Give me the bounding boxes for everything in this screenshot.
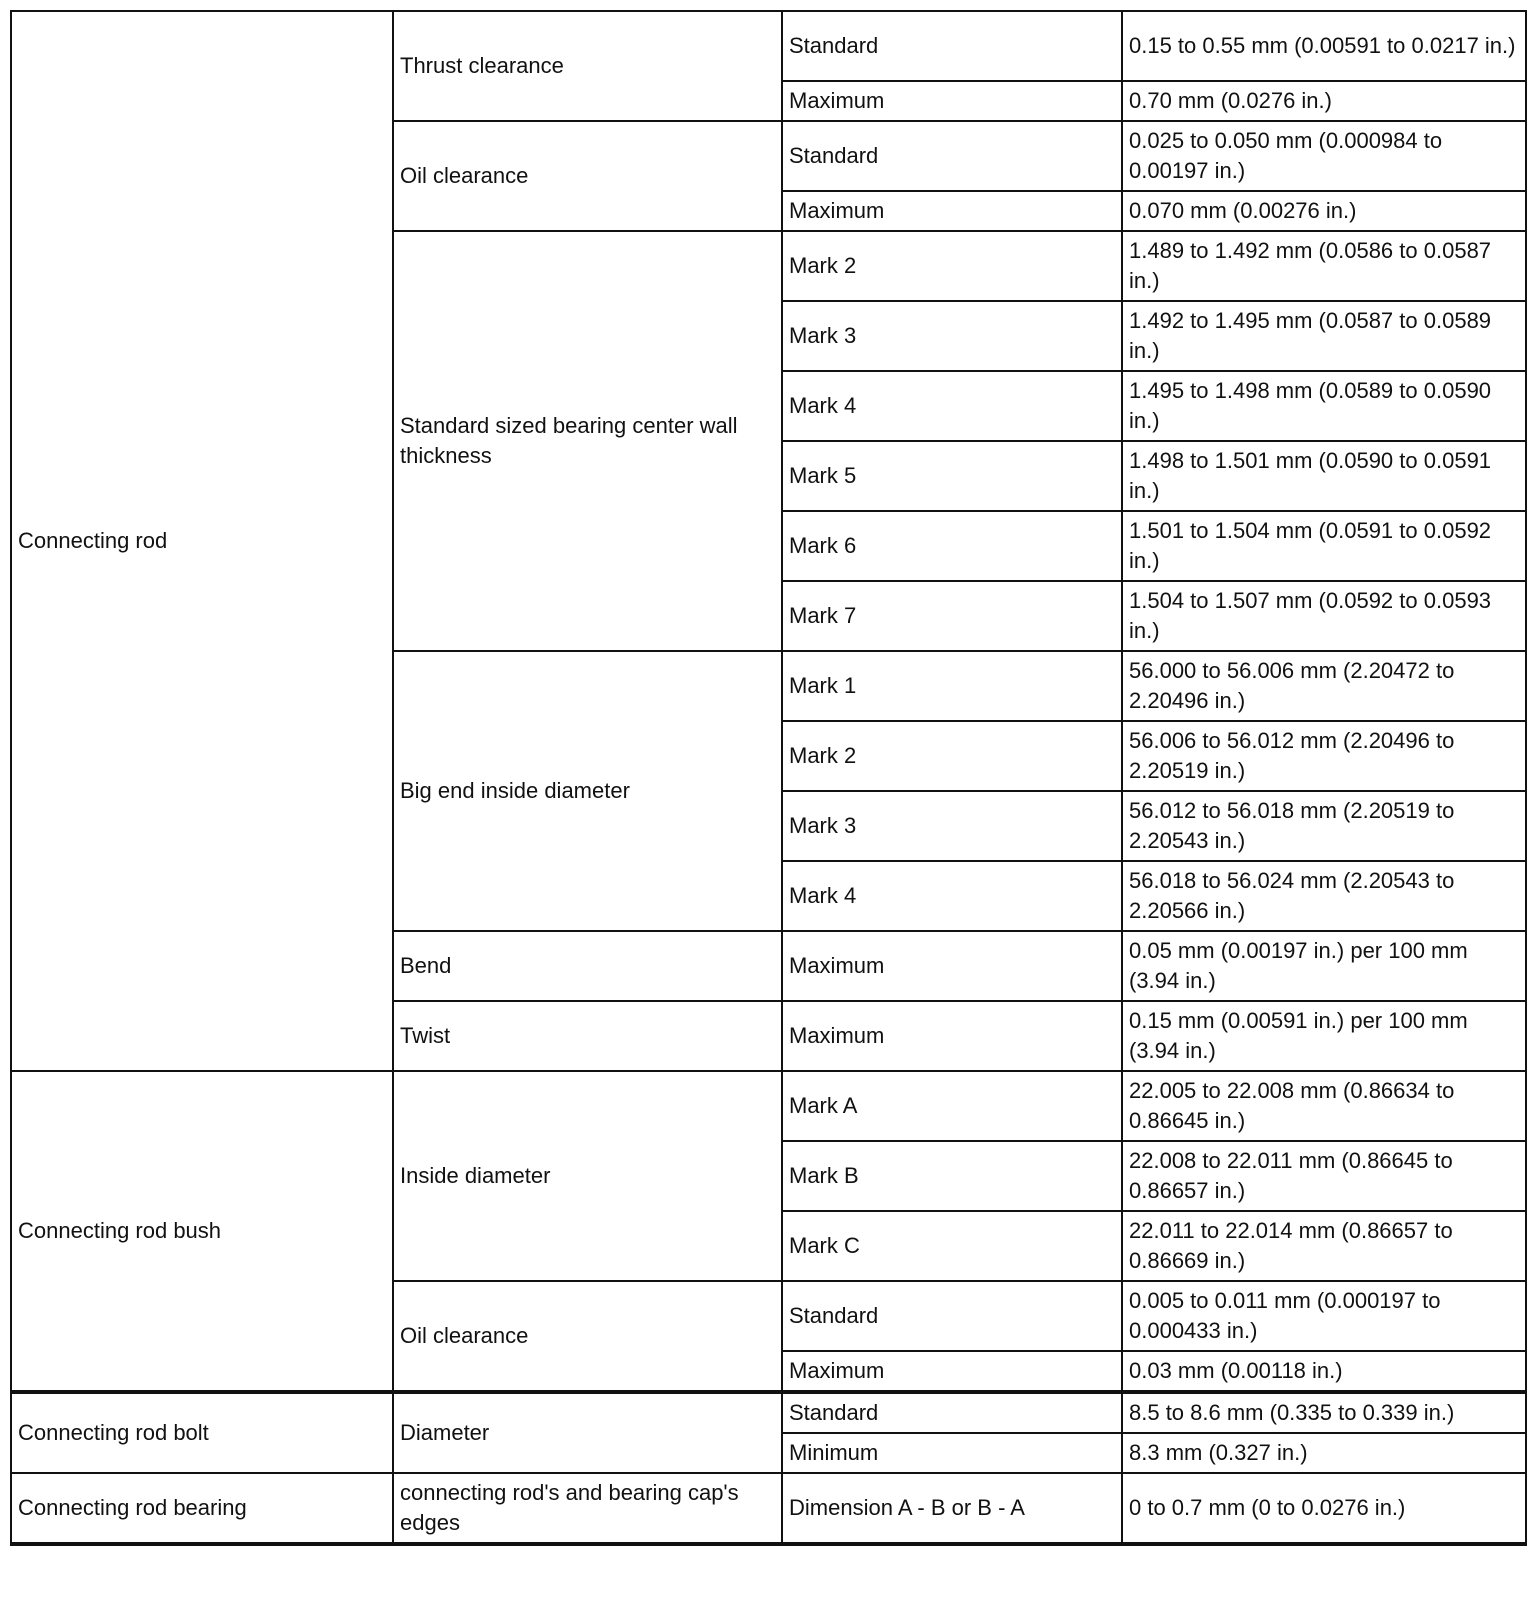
specification-table (10, 10, 1527, 1546)
condition-cell: Mark 3 (782, 301, 1122, 371)
condition-cell: Mark 1 (782, 651, 1122, 721)
item-cell: Inside diameter (393, 1071, 782, 1281)
component-cell: Connecting rod (11, 11, 393, 1071)
item-cell: Big end inside diameter (393, 651, 782, 931)
value-cell: 1.504 to 1.507 mm (0.0592 to 0.0593 in.) (1122, 581, 1526, 651)
condition-cell: Standard (782, 1281, 1122, 1351)
condition-cell: Mark 4 (782, 861, 1122, 931)
group-connecting-rod-bush (11, 1071, 1526, 1392)
table-row (11, 1392, 1526, 1433)
condition-cell: Maximum (782, 931, 1122, 1001)
value-cell: 0.70 mm (0.0276 in.) (1122, 81, 1526, 121)
condition-cell: Mark 6 (782, 511, 1122, 581)
component-cell: Connecting rod bolt (11, 1392, 393, 1473)
item-cell: Standard sized bearing center wall thickness (393, 231, 782, 651)
value-cell: 0.005 to 0.011 mm (0.000197 to 0.000433 in.) (1122, 1281, 1526, 1351)
value-cell: 0 to 0.7 mm (0 to 0.0276 in.) (1122, 1473, 1526, 1544)
group-connecting-rod-bolt (11, 1392, 1526, 1473)
value-cell: 1.492 to 1.495 mm (0.0587 to 0.0589 in.) (1122, 301, 1526, 371)
condition-cell: Mark 3 (782, 791, 1122, 861)
condition-cell: Standard (782, 1392, 1122, 1433)
value-cell: 0.15 to 0.55 mm (0.00591 to 0.0217 in.) (1122, 11, 1526, 81)
value-cell: 56.000 to 56.006 mm (2.20472 to 2.20496 in.) (1122, 651, 1526, 721)
condition-cell: Maximum (782, 81, 1122, 121)
value-cell: 22.011 to 22.014 mm (0.86657 to 0.86669 in.) (1122, 1211, 1526, 1281)
condition-cell: Mark C (782, 1211, 1122, 1281)
condition-cell: Mark 2 (782, 721, 1122, 791)
table-row (11, 11, 1526, 81)
value-cell: 22.005 to 22.008 mm (0.86634 to 0.86645 in.) (1122, 1071, 1526, 1141)
item-cell: connecting rod's and bearing cap's edges (393, 1473, 782, 1544)
table-row (11, 1473, 1526, 1544)
condition-cell: Standard (782, 11, 1122, 81)
item-cell: Twist (393, 1001, 782, 1071)
table-row (11, 1071, 1526, 1141)
condition-cell: Mark 7 (782, 581, 1122, 651)
group-connecting-rod (11, 11, 1526, 1071)
value-cell: 8.3 mm (0.327 in.) (1122, 1433, 1526, 1473)
value-cell: 0.03 mm (0.00118 in.) (1122, 1351, 1526, 1392)
value-cell: 0.025 to 0.050 mm (0.000984 to 0.00197 in.) (1122, 121, 1526, 191)
value-cell: 1.498 to 1.501 mm (0.0590 to 0.0591 in.) (1122, 441, 1526, 511)
component-cell: Connecting rod bush (11, 1071, 393, 1392)
item-cell: Diameter (393, 1392, 782, 1473)
condition-cell: Minimum (782, 1433, 1122, 1473)
condition-cell: Mark 5 (782, 441, 1122, 511)
condition-cell: Mark A (782, 1071, 1122, 1141)
item-cell: Oil clearance (393, 1281, 782, 1392)
condition-cell: Standard (782, 121, 1122, 191)
item-cell: Thrust clearance (393, 11, 782, 121)
condition-cell: Mark B (782, 1141, 1122, 1211)
value-cell: 56.012 to 56.018 mm (2.20519 to 2.20543 in.) (1122, 791, 1526, 861)
value-cell: 8.5 to 8.6 mm (0.335 to 0.339 in.) (1122, 1392, 1526, 1433)
condition-cell: Maximum (782, 191, 1122, 231)
value-cell: 1.489 to 1.492 mm (0.0586 to 0.0587 in.) (1122, 231, 1526, 301)
component-cell: Connecting rod bearing (11, 1473, 393, 1544)
group-connecting-rod-bearing (11, 1473, 1526, 1544)
value-cell: 0.070 mm (0.00276 in.) (1122, 191, 1526, 231)
value-cell: 0.15 mm (0.00591 in.) per 100 mm (3.94 in.) (1122, 1001, 1526, 1071)
item-cell: Oil clearance (393, 121, 782, 231)
value-cell: 0.05 mm (0.00197 in.) per 100 mm (3.94 in.) (1122, 931, 1526, 1001)
value-cell: 56.018 to 56.024 mm (2.20543 to 2.20566 in.) (1122, 861, 1526, 931)
value-cell: 1.501 to 1.504 mm (0.0591 to 0.0592 in.) (1122, 511, 1526, 581)
condition-cell: Mark 4 (782, 371, 1122, 441)
value-cell: 22.008 to 22.011 mm (0.86645 to 0.86657 in.) (1122, 1141, 1526, 1211)
item-cell: Bend (393, 931, 782, 1001)
condition-cell: Maximum (782, 1001, 1122, 1071)
condition-cell: Dimension A - B or B - A (782, 1473, 1122, 1544)
value-cell: 1.495 to 1.498 mm (0.0589 to 0.0590 in.) (1122, 371, 1526, 441)
value-cell: 56.006 to 56.012 mm (2.20496 to 2.20519 in.) (1122, 721, 1526, 791)
condition-cell: Maximum (782, 1351, 1122, 1392)
condition-cell: Mark 2 (782, 231, 1122, 301)
